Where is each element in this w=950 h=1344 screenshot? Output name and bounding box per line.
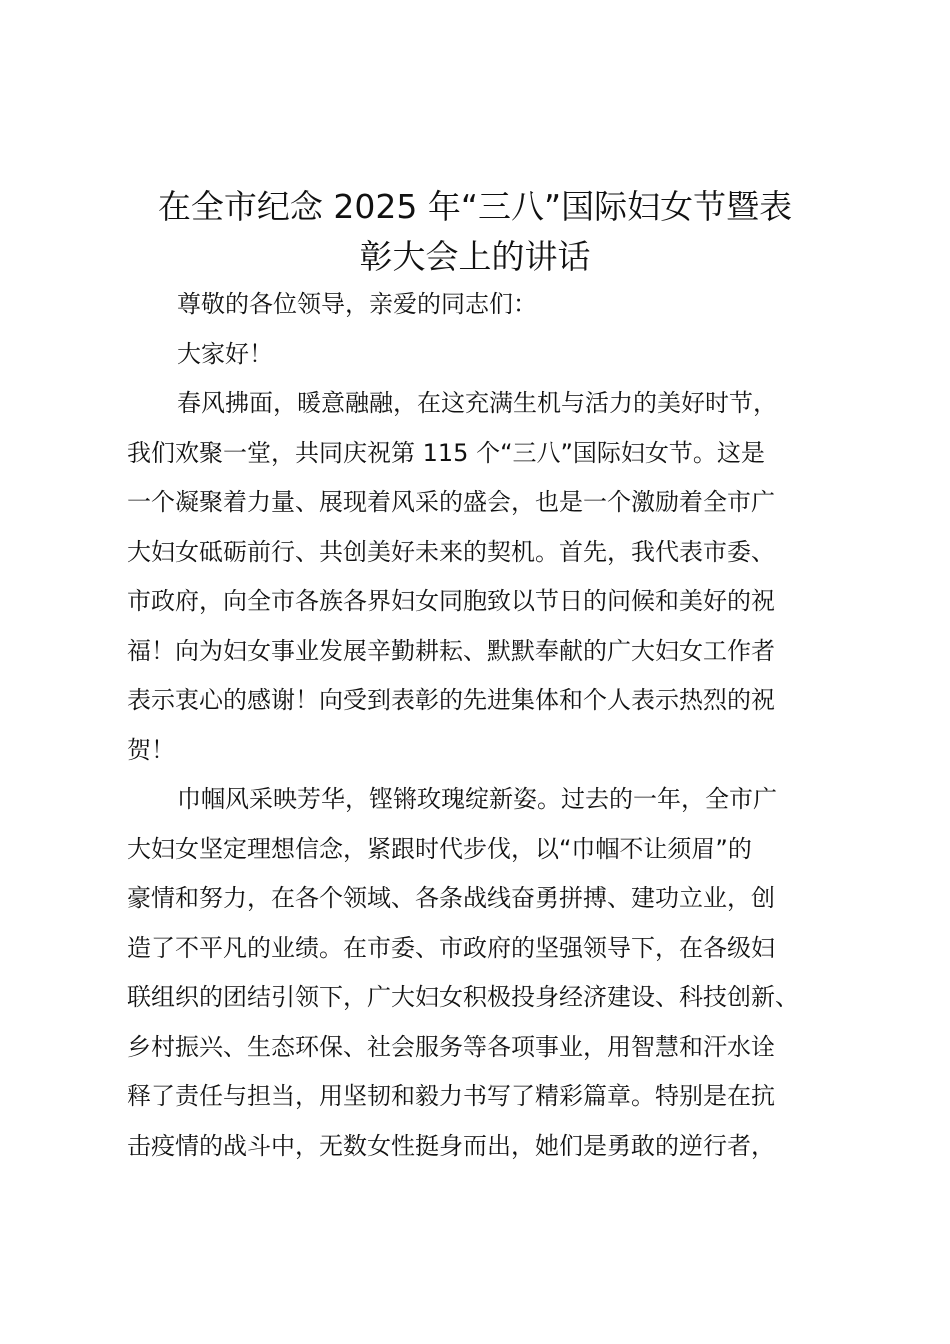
paragraph-line: 市政府，向全市各族各界妇女同胞致以节日的问候和美好的祝	[127, 587, 775, 615]
paragraph-line: 我们欢聚一堂，共同庆祝第 115 个“三八”国际妇女节。这是	[127, 438, 765, 467]
salutation-line: 尊敬的各位领导，亲爱的同志们：	[177, 290, 537, 318]
document-title	[100, 182, 850, 282]
document-body	[127, 280, 847, 1171]
paragraph-line: 福！向为妇女事业发展辛勤耕耘、默默奉献的广大妇女工作者	[127, 636, 775, 665]
paragraph-line: 一个凝聚着力量、展现着风采的盛会，也是一个激励着全市广	[127, 488, 775, 516]
paragraph-line: 豪情和努力，在各个领域、各条战线奋勇拼搏、建功立业，创	[127, 884, 775, 912]
paragraph-line: 大妇女砥砺前行、共创美好未来的契机。首先，我代表市委、	[127, 537, 775, 566]
title-line-1: 在全市纪念 2025 年“三八”国际妇女节暨表	[157, 187, 793, 226]
paragraph-line: 乡村振兴、生态环保、社会服务等各项事业，用智慧和汗水诠	[127, 1032, 775, 1061]
paragraph-line: 春风拂面，暖意融融，在这充满生机与活力的美好时节，	[177, 389, 777, 417]
paragraph-line: 造了不平凡的业绩。在市委、市政府的坚强领导下，在各级妇	[127, 933, 775, 962]
paragraph-line: 巾帼风采映芳华，铿锵玫瑰绽新姿。过去的一年，全市广	[177, 785, 777, 813]
paragraph-line: 击疫情的战斗中，无数女性挺身而出，她们是勇敢的逆行者，	[127, 1131, 775, 1160]
title-line-2: 彰大会上的讲话	[359, 237, 591, 276]
paragraph-line: 表示衷心的感谢！向受到表彰的先进集体和个人表示热烈的祝	[127, 686, 775, 714]
paragraph-line: 释了责任与担当，用坚韧和毅力书写了精彩篇章。特别是在抗	[127, 1082, 775, 1110]
greeting-line: 大家好！	[177, 339, 273, 368]
paragraph-line: 大妇女坚定理想信念，紧跟时代步伐，以“巾帼不让须眉”的	[127, 834, 752, 863]
paragraph-line: 贺！	[127, 735, 175, 764]
paragraph-line: 联组织的团结引领下，广大妇女积极投身经济建设、科技创新、	[127, 983, 799, 1011]
